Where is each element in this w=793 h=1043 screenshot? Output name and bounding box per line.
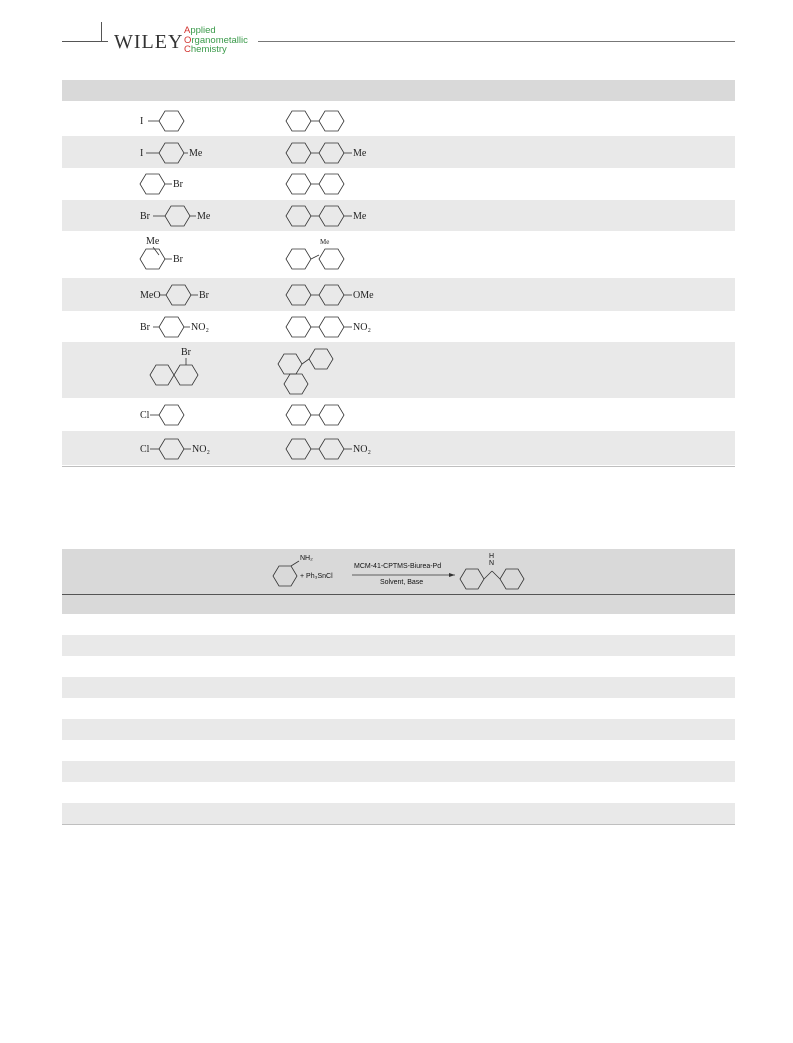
journal-logo (184, 26, 248, 55)
reactant-group-label: NH₂ (300, 555, 313, 562)
table-row (62, 278, 735, 311)
substrate-left-label: I (140, 148, 144, 159)
conditions-label: Solvent, Base (380, 579, 424, 586)
benzene-ring-shape (159, 143, 184, 163)
benzene-ring-shape (286, 249, 311, 269)
bond-line (311, 255, 319, 259)
structure-row-10 (62, 431, 735, 465)
benzene-ring-shape (159, 405, 184, 425)
benzene-ring-shape (319, 317, 344, 337)
benzene-ring-shape (286, 206, 311, 226)
structure-row-6 (62, 278, 735, 311)
benzene-ring-shape (273, 566, 297, 586)
product-group-label: H N (489, 553, 495, 567)
benzene-ring-shape (286, 317, 311, 337)
table-1-bottom-rule (62, 466, 735, 467)
benzene-ring-shape (286, 285, 311, 305)
table-row (62, 740, 735, 761)
structure-row-2 (62, 136, 735, 168)
table-row (62, 719, 735, 740)
structure-row-5 (62, 231, 735, 278)
benzene-ring-shape (319, 111, 344, 131)
table-row (62, 101, 735, 136)
benzene-ring-shape (165, 206, 190, 226)
benzene-ring-shape (319, 439, 344, 459)
table-2-column-header (62, 595, 735, 614)
benzene-ring-shape (319, 285, 344, 305)
benzene-ring-shape (150, 365, 174, 385)
bond-line (484, 571, 492, 579)
table-row (62, 677, 735, 698)
structure-row-7 (62, 311, 735, 342)
structure-row-1 (62, 101, 735, 136)
benzene-ring-shape (319, 143, 344, 163)
product-right-label: NO₂ (353, 444, 371, 455)
table-2-bottom-rule (62, 824, 735, 825)
benzene-ring-shape (319, 405, 344, 425)
bond-line (302, 359, 309, 364)
reaction-scheme (62, 549, 735, 595)
substrate-left-label: MeO (140, 290, 161, 301)
substrate-right-label: Br (199, 290, 209, 301)
reagent-label: + Ph₃SnCl (300, 573, 333, 580)
benzene-ring-shape (286, 174, 311, 194)
benzene-ring-shape (286, 405, 311, 425)
table-row (62, 342, 735, 398)
bond-line (492, 571, 500, 579)
publisher-logo: WILEY (114, 31, 184, 53)
table-row (62, 136, 735, 168)
benzene-ring-shape (159, 439, 184, 459)
table-row (62, 168, 735, 200)
substrate-left-label: Br (140, 322, 150, 333)
table-row (62, 803, 735, 824)
benzene-ring-shape (140, 249, 165, 269)
table-row (62, 431, 735, 465)
substrate-top-label: Me (146, 236, 160, 247)
table-row (62, 656, 735, 677)
product-right-label: NO₂ (353, 322, 371, 333)
journal-line-2: Organometallic (184, 34, 248, 46)
product-right-label: Me (353, 148, 367, 159)
header-rule-vertical (101, 22, 102, 42)
header-rule-right (258, 41, 735, 42)
substrate-right-label: NO₂ (192, 444, 210, 455)
benzene-ring-shape (460, 569, 484, 589)
product-right-label: Me (353, 211, 367, 222)
table-row (62, 761, 735, 782)
table-row (62, 782, 735, 803)
bond-line (291, 561, 299, 566)
table-2 (62, 549, 735, 825)
table-row (62, 200, 735, 231)
table-1 (62, 80, 735, 465)
substrate-left-label: Cl (140, 444, 150, 455)
benzene-ring-shape (319, 206, 344, 226)
structure-row-4 (62, 200, 735, 231)
benzene-ring-shape (286, 439, 311, 459)
substrate-left-label: I (140, 116, 144, 127)
benzene-ring-shape (286, 111, 311, 131)
structure-row-8 (62, 342, 735, 398)
benzene-ring-shape (319, 174, 344, 194)
benzene-ring-shape (159, 317, 184, 337)
table-row (62, 635, 735, 656)
reaction-scheme-structures (62, 549, 735, 594)
table-row (62, 398, 735, 431)
substrate-top-label: Br (181, 347, 191, 358)
substrate-right-label: Me (189, 148, 203, 159)
structure-row-3 (62, 168, 735, 200)
benzene-ring-shape (319, 249, 344, 269)
table-1-header (62, 80, 735, 101)
table-row (62, 231, 735, 278)
benzene-ring-shape (449, 573, 455, 577)
benzene-ring-shape (174, 365, 198, 385)
benzene-ring-shape (284, 374, 308, 394)
benzene-ring-shape (278, 354, 302, 374)
table-row (62, 698, 735, 719)
benzene-ring-shape (140, 174, 165, 194)
table-row (62, 311, 735, 342)
benzene-ring-shape (309, 349, 333, 369)
journal-line-3: Chemistry (184, 44, 227, 56)
bond-line (153, 247, 159, 255)
product-extra-label: Me (320, 238, 330, 246)
substrate-left-label: Br (140, 211, 150, 222)
benzene-ring-shape (166, 285, 191, 305)
substrate-right-label: Br (173, 254, 183, 265)
substrate-right-label: Br (173, 179, 183, 190)
benzene-ring-shape (159, 111, 184, 131)
journal-line-1: Applied (184, 25, 216, 36)
substrate-right-label: NO₂ (191, 322, 209, 333)
table-row (62, 614, 735, 635)
benzene-ring-shape (500, 569, 524, 589)
benzene-ring-shape (286, 143, 311, 163)
substrate-left-label: Cl (140, 410, 150, 421)
product-right-label: OMe (353, 290, 374, 301)
structure-row-9 (62, 398, 735, 431)
header-rule-left (62, 41, 108, 42)
substrate-right-label: Me (197, 211, 211, 222)
catalyst-label: MCM-41-CPTMS-Biurea-Pd (354, 563, 442, 570)
